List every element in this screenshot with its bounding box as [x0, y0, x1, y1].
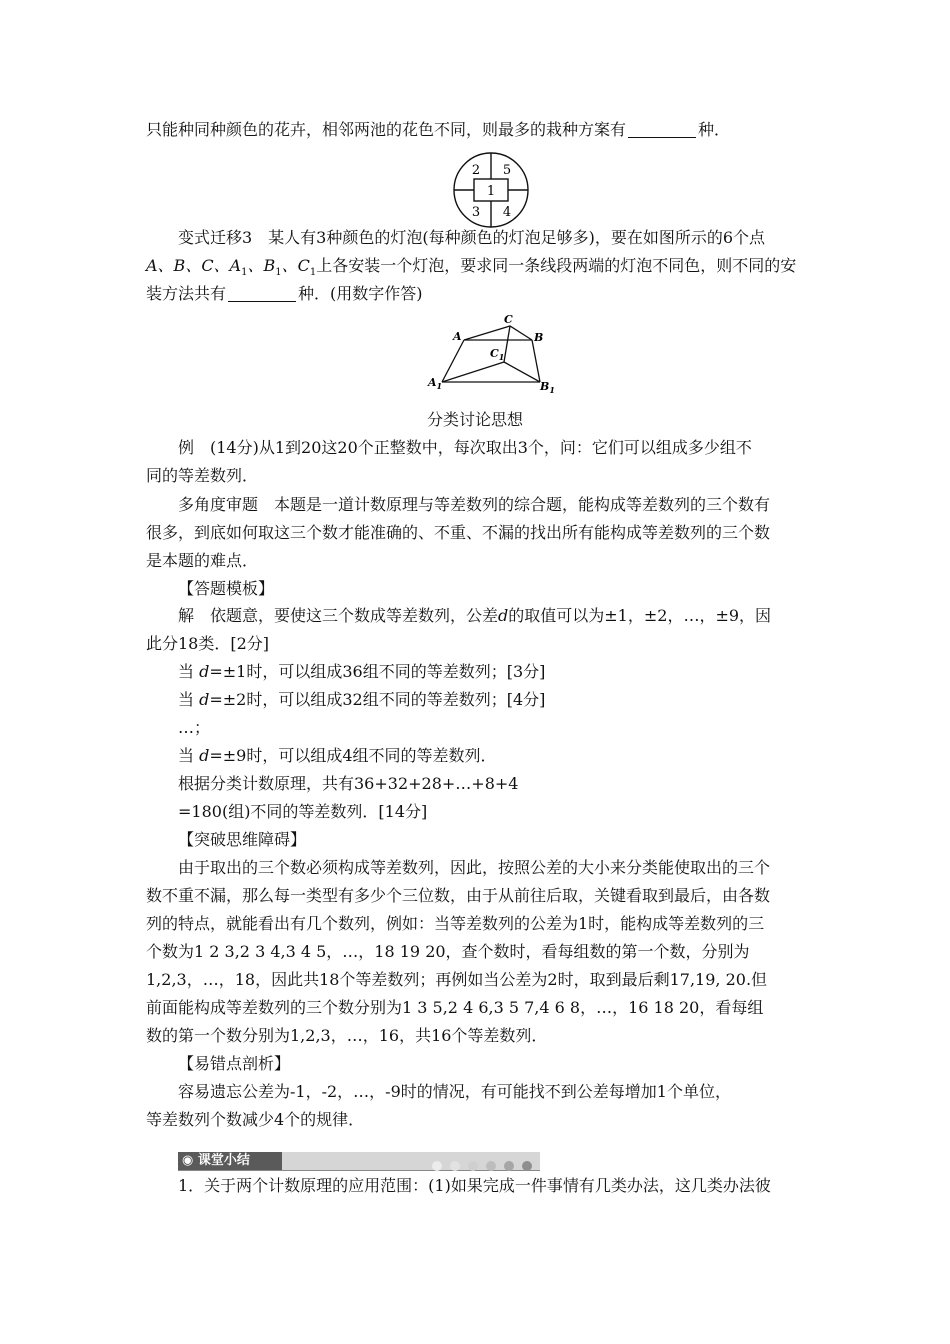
variant-line-2: A、B、C、$A_1$、$B_1$、$C_1$上各安装一个灯泡，要求同一条线段两端的灯泡不同色，则不同的安 — [146, 256, 797, 279]
summary-line-1: 1．关于两个计数原理的应用范围：(1)如果完成一件事情有几类办法，这几类办法彼 — [178, 1176, 771, 1195]
solution-line-7: 根据分类计数原理，共有36+32+28+…+8+4 — [178, 774, 519, 793]
break-line-3: 列的特点，就能看出有几个数列，例如：当等差数列的公差为1时，能构成等差数列的三 — [146, 914, 765, 933]
solution-line-1: 解 依题意，要使这三个数成等差数列，公差d的取值可以为±1，±2，…，±9，因 — [178, 606, 772, 625]
class-summary-banner — [178, 1152, 540, 1171]
point-B-label: B — [534, 331, 544, 344]
example-line-2: 同的等差数列． — [146, 466, 259, 485]
region-1-label: 1 — [486, 184, 496, 199]
variant-line-1: 变式迁移3 某人有3种颜色的灯泡(每种颜色的灯泡足够多)，要在如图所示的6个点 — [178, 228, 766, 247]
class-summary-label: ◉ 课堂小结 — [178, 1152, 282, 1170]
break-line-7: 数的第一个数分别为1,2,3，…，16，共16个等差数列． — [146, 1026, 548, 1045]
variant-line-3: 装方法共有 种．(用数字作答) — [146, 284, 423, 303]
solution-line-8: =180(组)不同的等差数列．[14分] — [178, 802, 428, 821]
point-A-label: A — [453, 330, 462, 343]
question-tail-line — [146, 118, 730, 142]
point-B1-label: $B_1$ — [540, 380, 555, 395]
variant-points: A、B、C、A — [146, 256, 242, 275]
solution-line-2: 此分18类．[2分] — [146, 634, 270, 653]
template-heading: 【答题模板】 — [178, 579, 275, 598]
error-heading: 【易错点剖析】 — [178, 1054, 291, 1073]
flower-bed-circle-figure — [451, 150, 531, 230]
banner-dot — [432, 1161, 442, 1171]
banner-dots — [424, 1156, 532, 1175]
break-line-5: 1,2,3，…，18，因此共18个等差数列；再例如当公差为2时，取到最后剩17,19, 20.但 — [146, 970, 768, 989]
region-4-label: 4 — [502, 205, 512, 220]
review-line-1: 多角度审题 本题是一道计数原理与等差数列的综合题，能构成等差数列的三个数有 — [178, 495, 771, 514]
region-5-label: 5 — [502, 163, 512, 178]
answer-blank — [228, 285, 296, 302]
banner-dot — [486, 1161, 496, 1171]
banner-dot — [522, 1161, 532, 1171]
solution-line-4: 当 d=±2时，可以组成32组不同的等差数列；[4分] — [178, 690, 546, 709]
solution-line-3: 当 d=±1时，可以组成36组不同的等差数列；[3分] — [178, 662, 546, 681]
section-title: 分类讨论思想 — [426, 410, 523, 429]
point-A1-label: $A_1$ — [428, 376, 443, 391]
break-line-1: 由于取出的三个数必须构成等差数列，因此，按照公差的大小来分类能使取出的三个 — [178, 858, 771, 877]
question-tail-end: 种． — [698, 120, 731, 139]
break-line-2: 数不重不漏，那么每一类型有多少个三位数，由于从前往后取，关键看取到最后，由各数 — [146, 886, 771, 905]
point-C1-label: $C_1$ — [490, 347, 505, 362]
point-C-label: C — [504, 313, 513, 326]
question-tail-text: 只能种同种颜色的花卉，相邻两池的花色不同，则最多的栽种方案有 — [146, 120, 627, 139]
solution-line-5: …； — [178, 718, 211, 737]
solution-line-6: 当 d=±9时，可以组成4组不同的等差数列． — [178, 746, 497, 765]
error-line-2: 等差数列个数减少4个的规律． — [146, 1110, 365, 1129]
lamp-trapezoid-figure — [420, 310, 565, 396]
region-2-label: 2 — [471, 163, 481, 178]
region-3-label: 3 — [471, 205, 481, 220]
banner-dot — [504, 1161, 514, 1171]
error-line-1: 容易遗忘公差为-1，-2，…，-9时的情况，有可能找不到公差每增加1个单位， — [178, 1082, 731, 1101]
review-line-2: 很多，到底如何取这三个数才能准确的、不重、不漏的找出所有能构成等差数列的三个数 — [146, 523, 771, 542]
answer-blank — [628, 121, 696, 138]
example-line-1: 例 (14分)从1到20这20个正整数中，每次取出3个，问：它们可以组成多少组不 — [178, 438, 752, 457]
banner-dot — [468, 1161, 478, 1171]
break-line-4: 个数为1 2 3,2 3 4,3 4 5，…，18 19 20，查个数时，看每组数的第一个数，分别为 — [146, 942, 750, 961]
banner-dot — [450, 1161, 460, 1171]
break-heading: 【突破思维障碍】 — [178, 830, 307, 849]
review-line-3: 是本题的难点． — [146, 551, 259, 570]
break-line-6: 前面能构成等差数列的三个数分别为1 3 5,2 4 6,3 5 7,4 6 8，…，16 18 20，看每组 — [146, 998, 764, 1017]
